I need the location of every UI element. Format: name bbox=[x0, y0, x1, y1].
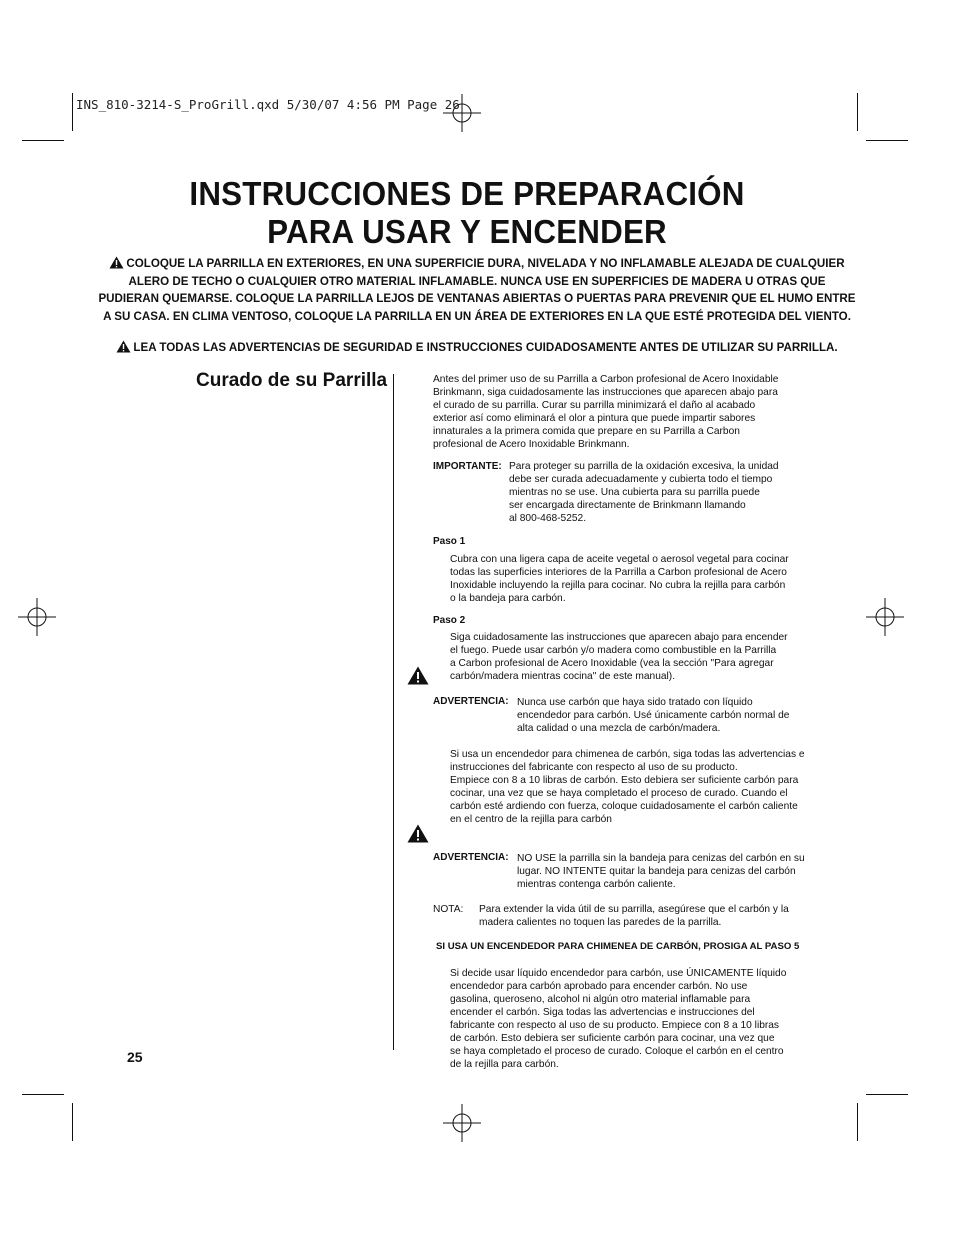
text-line: Para proteger su parrilla de la oxidación excesiva, la unidad bbox=[509, 461, 779, 472]
importante-text bbox=[509, 460, 819, 525]
text-line: el curado de su parrilla. Curar su parrilla minimizará el daño al acabado bbox=[433, 400, 756, 411]
text-line: carbón/madera mientras cocina" de este manual). bbox=[450, 671, 676, 682]
text-line: de carbón. Esto debiera ser suficiente carbón para cocinar, una vez que bbox=[450, 1033, 775, 1044]
text-line: gasolina, queroseno, alcohol ni algún otro material inflamable para bbox=[450, 994, 751, 1005]
text-line: exterior así como eliminará el olor a pintura que puede impartir sabores bbox=[433, 413, 756, 424]
advertencia-1-text bbox=[517, 696, 817, 735]
registration-mark-icon bbox=[443, 1104, 481, 1142]
registration-mark-icon bbox=[18, 598, 56, 636]
liquido-paragraph bbox=[450, 967, 830, 1071]
warning-line-5: LEA TODAS LAS ADVERTENCIAS DE SEGURIDAD E INSTRUCCIONES CUIDADOSAMENTE ANTES DE UTILIZAR SU PARRILLA. bbox=[133, 341, 838, 354]
title-line-2: PARA USAR Y ENCENDER bbox=[267, 213, 667, 250]
registration-mark-icon bbox=[866, 598, 904, 636]
text-line: Nunca use carbón que haya sido tratado con líquido bbox=[517, 697, 753, 708]
advertencia-2-label: ADVERTENCIA: bbox=[433, 852, 509, 863]
crop-mark bbox=[857, 1103, 858, 1141]
paso-1-label: Paso 1 bbox=[433, 536, 466, 547]
text-line: instrucciones del fabricante con respecto al uso de su producto. bbox=[450, 762, 738, 773]
chimenea-paragraph bbox=[450, 748, 830, 826]
text-line: el fuego. Puede usar carbón y/o madera como combustible en la Parrilla bbox=[450, 645, 777, 656]
warning-line-2: ALERO DE TECHO O CUALQUIER OTRO MATERIAL INFLAMABLE. NUNCA USE EN SUPERFICIES DE MADERA U OTRAS QUE bbox=[128, 274, 826, 288]
text-line: se haya completado el proceso de curado. Coloque el carbón en el centro bbox=[450, 1046, 784, 1057]
crop-mark bbox=[72, 1103, 73, 1141]
outdoor-warning bbox=[90, 255, 864, 325]
crop-mark bbox=[22, 1094, 64, 1095]
registration-mark-icon bbox=[443, 94, 481, 132]
text-line: carbón esté ardiendo con fuerza, coloque cuidadosamente el carbón caliente bbox=[450, 801, 798, 812]
text-line: Antes del primer uso de su Parrilla a Carbon profesional de Acero Inoxidable bbox=[433, 374, 779, 385]
text-line: madera calientes no toquen las paredes de la parrilla. bbox=[479, 917, 722, 928]
text-line: cocinar, una vez que se haya completado el proceso de curado. Cuando el bbox=[450, 788, 788, 799]
crop-mark bbox=[866, 140, 908, 141]
text-line: todas las superficies interiores de la Parrilla a Carbon profesional de Acero bbox=[450, 567, 787, 578]
text-line: Si usa un encendedor para chimenea de carbón, siga todas las advertencias e bbox=[450, 749, 805, 760]
page-number: 25 bbox=[127, 1049, 143, 1065]
warning-triangle-icon bbox=[116, 340, 131, 353]
column-divider bbox=[393, 374, 394, 1050]
warning-triangle-icon bbox=[407, 666, 429, 685]
nota-text bbox=[479, 903, 824, 929]
crop-mark bbox=[857, 93, 858, 131]
text-line: ser encargada directamente de Brinkmann llamando bbox=[509, 500, 746, 511]
text-line: debe ser curada adecuadamente y cubierta todo el tiempo bbox=[509, 474, 773, 485]
intro-paragraph bbox=[433, 373, 823, 451]
text-line: de la rejilla para carbón. bbox=[450, 1059, 559, 1070]
warning-triangle-icon bbox=[109, 256, 124, 269]
text-line: lugar. NO INTENTE quitar la bandeja para cenizas del carbón bbox=[517, 866, 796, 877]
text-line: en el centro de la rejilla para carbón bbox=[450, 814, 612, 825]
text-line: Para extender la vida útil de su parrilla, asegúrese que el carbón y la bbox=[479, 904, 789, 915]
nota-label: NOTA: bbox=[433, 904, 464, 915]
prosiga-notice: SI USA UN ENCENDEDOR PARA CHIMENEA DE CARBÓN, PROSIGA AL PASO 5 bbox=[436, 941, 800, 952]
text-line: Brinkmann, siga cuidadosamente las instrucciones que aparecen abajo para bbox=[433, 387, 778, 398]
paso-2-label: Paso 2 bbox=[433, 615, 466, 626]
text-line: al 800-468-5252. bbox=[509, 513, 587, 524]
text-line: profesional de Acero Inoxidable Brinkmann. bbox=[433, 439, 630, 450]
text-line: encendedor para carbón. Usé únicamente carbón normal de bbox=[517, 710, 790, 721]
text-line: o la bandeja para carbón. bbox=[450, 593, 566, 604]
advertencia-1-label: ADVERTENCIA: bbox=[433, 696, 509, 707]
text-line: innaturales a la primera comida que prepare en su Parrilla a Carbon bbox=[433, 426, 740, 437]
text-line: mientras contenga carbón caliente. bbox=[517, 879, 676, 890]
text-line: Empiece con 8 a 10 libras de carbón. Esto debiera ser suficiente carbón para bbox=[450, 775, 799, 786]
file-slug: INS_810-3214-S_ProGrill.qxd 5/30/07 4:56 PM Page 26 bbox=[76, 97, 460, 112]
text-line: a Carbon profesional de Acero Inoxidable (vea la sección "Para agregar bbox=[450, 658, 774, 669]
paso-1-text bbox=[450, 553, 830, 605]
crop-mark bbox=[72, 93, 73, 131]
text-line: Siga cuidadosamente las instrucciones que aparecen abajo para encender bbox=[450, 632, 788, 643]
text-line: alta calidad o una mezcla de carbón/madera. bbox=[517, 723, 721, 734]
text-line: encendedor para carbón aprobado para encender carbón. No use bbox=[450, 981, 748, 992]
crop-mark bbox=[866, 1094, 908, 1095]
importante-label: IMPORTANTE: bbox=[433, 461, 502, 472]
page-title bbox=[144, 175, 790, 251]
text-line: encender el carbón. Siga todas las advertencias e instrucciones del bbox=[450, 1007, 755, 1018]
advertencia-2-text bbox=[517, 852, 827, 891]
text-line: Inoxidable incluyendo la rejilla para cocinar. No cubra la rejilla para carbón bbox=[450, 580, 786, 591]
warning-line-4: A SU CASA. EN CLIMA VENTOSO, COLOQUE LA PARRILLA EN UN ÁREA DE EXTERIORES EN LA QUE ESTÉ PROTEGIDA DEL VIENTO. bbox=[103, 309, 851, 323]
text-line: mientras no se use. Una cubierta para su parrilla puede bbox=[509, 487, 760, 498]
text-line: Si decide usar líquido encendedor para carbón, use ÚNICAMENTE líquido bbox=[450, 968, 787, 979]
text-line: NO USE la parrilla sin la bandeja para cenizas del carbón en su bbox=[517, 853, 805, 864]
warning-triangle-icon bbox=[407, 824, 429, 843]
paso-2-text bbox=[450, 631, 830, 683]
warning-line-1: COLOQUE LA PARRILLA EN EXTERIORES, EN UNA SUPERFICIE DURA, NIVELADA Y NO INFLAMABLE ALEJADA DE CUALQUIER bbox=[126, 257, 845, 270]
title-line-1: INSTRUCCIONES DE PREPARACIÓN bbox=[189, 175, 745, 212]
section-heading: Curado de su Parrilla bbox=[196, 370, 388, 391]
warning-line-3: PUDIERAN QUEMARSE. COLOQUE LA PARRILLA LEJOS DE VENTANAS ABIERTAS O PUERTAS PARA PREVENIR QUE EL HUMO ENTRE bbox=[98, 292, 856, 305]
crop-mark bbox=[22, 140, 64, 141]
text-line: Cubra con una ligera capa de aceite vegetal o aerosol vegetal para cocinar bbox=[450, 554, 789, 565]
read-warnings-notice bbox=[90, 339, 864, 357]
text-line: fabricante con respecto al uso de su producto. Empiece con 8 a 10 libras bbox=[450, 1020, 780, 1031]
